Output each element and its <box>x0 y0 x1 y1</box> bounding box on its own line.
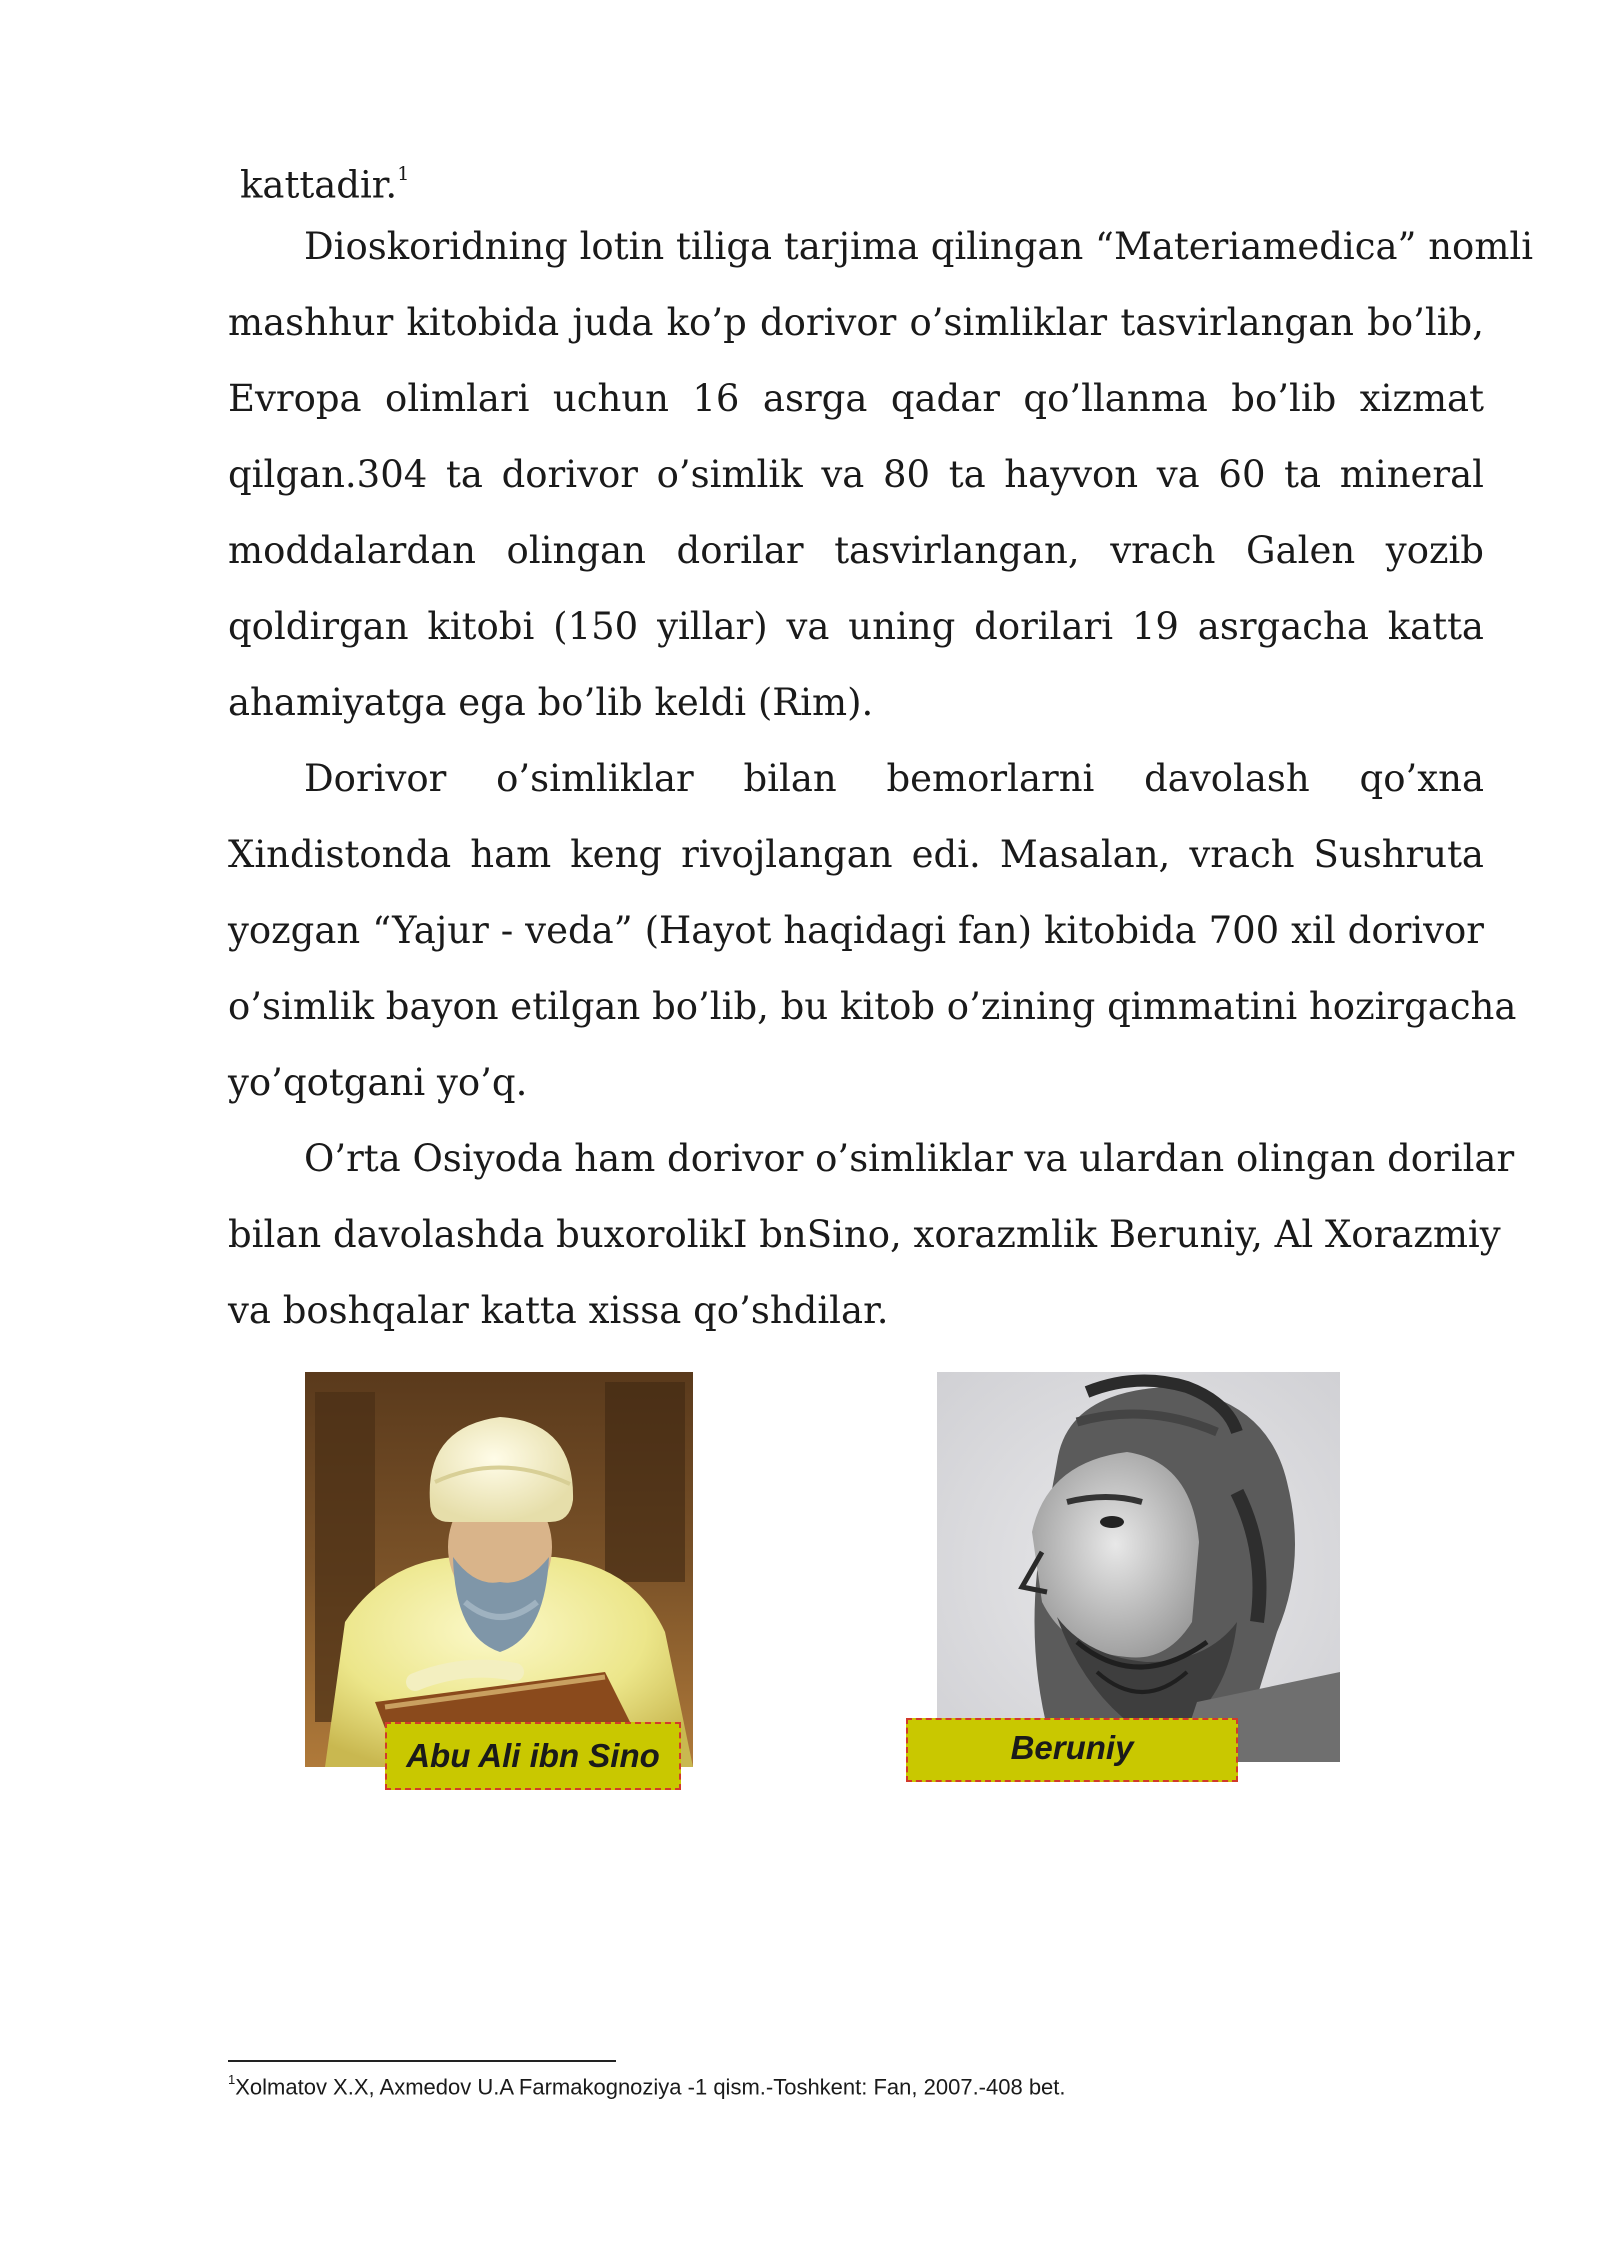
paragraph-1-line: Dioskoridning lotin tiliga tarjima qilingan “Materiamedica” nomli <box>304 225 1534 268</box>
ibn-sino-caption: Abu Ali ibn Sino <box>385 1722 681 1790</box>
paragraph-2-line: o’simlik bayon etilgan bo’lib, bu kitob o’zining qimmatini hozirgacha <box>228 985 1517 1028</box>
paragraph-1-line: qilgan.304 ta dorivor o’simlik va 80 ta hayvon va 60 ta mineral <box>228 453 1484 496</box>
body-line: kattadir.$^1$ <box>240 163 410 207</box>
footnote-text: Xolmatov X.X, Axmedov U.A Farmakognoziya -1 qism.-Toshkent: Fan, 2007.-408 bet. <box>235 2074 1066 2100</box>
paragraph-2-line: Xindistonda ham keng rivojlangan edi. Masalan, vrach Sushruta <box>228 833 1484 876</box>
beruniy-portrait <box>937 1372 1340 1762</box>
paragraph-1-line: Evropa olimlari uchun 16 asrga qadar qo’llanma bo’lib xizmat <box>228 377 1484 420</box>
ibn-sino-portrait <box>305 1372 693 1767</box>
paragraph-3-line: bilan davolashda buxorolikI bnSino, xorazmlik Beruniy, Al Xorazmiy <box>228 1213 1501 1256</box>
paragraph-1-line: ahamiyatga ega bo’lib keldi (Rim). <box>228 681 874 724</box>
footnote-separator <box>228 2060 616 2062</box>
footnote-ref: 1 <box>397 163 410 185</box>
beruniy-caption: Beruniy <box>906 1718 1238 1782</box>
paragraph-3-line: O’rta Osiyoda ham dorivor o’simliklar va ulardan olingan dorilar <box>304 1137 1515 1180</box>
paragraph-1-line: mashhur kitobida juda ko’p dorivor o’simliklar tasvirlangan bo’lib, <box>228 301 1484 344</box>
paragraph-1-line: qoldirgan kitobi (150 yillar) va uning dorilari 19 asrgacha katta <box>228 605 1484 648</box>
paragraph-2-line: yo’qotgani yo’q. <box>228 1061 528 1104</box>
paragraph-2-line: yozgan “Yajur - veda” (Hayot haqidagi fan) kitobida 700 xil dorivor <box>228 909 1484 952</box>
paragraph-2-line: Dorivor o’simliklar bilan bemorlarni davolash qo’xna <box>304 757 1484 800</box>
footnote-marker: 1 <box>228 2072 236 2087</box>
paragraph-3-line: va boshqalar katta xissa qo’shdilar. <box>228 1289 889 1332</box>
footnote <box>228 2074 1066 2100</box>
paragraph-1-line: moddalardan olingan dorilar tasvirlangan, vrach Galen yozib <box>228 529 1484 572</box>
